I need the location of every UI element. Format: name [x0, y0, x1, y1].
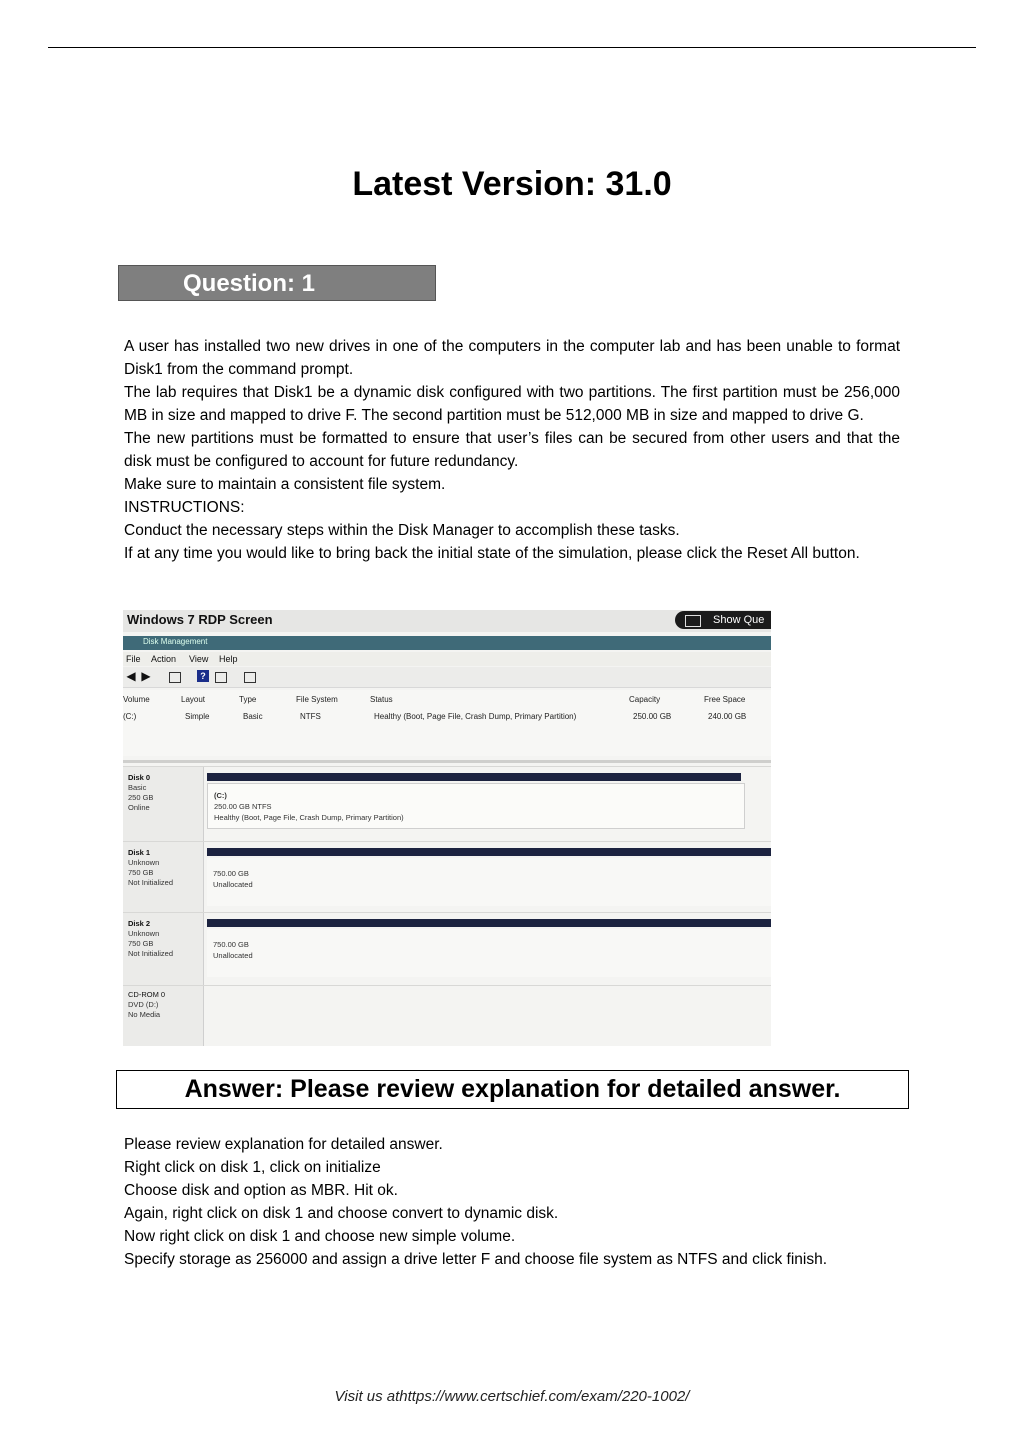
disk-management-screenshot: [123, 610, 771, 1046]
disk-label[interactable]: [123, 913, 204, 985]
back-arrow-icon[interactable]: ◀: [126, 669, 136, 683]
question-paragraph: The lab requires that Disk1 be a dynamic disk configured with two partitions. The first partition must be 256,000 MB in size and mapped to drive F. The second partition must be 512,000 MB in size and mapped to drive G.: [124, 384, 900, 424]
answer-banner: Answer: Please review explanation for detailed answer.: [116, 1070, 909, 1109]
volume-status: Unallocated: [213, 951, 253, 960]
volume-size: 750.00 GB: [213, 940, 249, 949]
volume-status: Unallocated: [213, 880, 253, 889]
disk-type: DVD (D:): [128, 1000, 159, 1009]
app-title-bar: [123, 636, 771, 650]
col-volume[interactable]: Volume: [123, 695, 150, 704]
question-list-icon: [685, 615, 701, 627]
answer-line: Please review explanation for detailed answer.: [124, 1136, 443, 1153]
pane-divider[interactable]: [123, 760, 771, 763]
answer-line: Again, right click on disk 1 and choose convert to dynamic disk.: [124, 1205, 559, 1222]
disk-type: Unknown: [128, 929, 160, 938]
disk-size: 750 GB: [128, 868, 154, 877]
answer-text: [124, 1133, 914, 1271]
version-title: Latest Version: 31.0: [352, 165, 672, 203]
menu-action[interactable]: Action: [151, 654, 177, 664]
col-status[interactable]: Status: [370, 695, 393, 704]
volume-letter: (C:): [214, 791, 227, 800]
volume-size: 750.00 GB: [213, 869, 249, 878]
question-paragraph: The new partitions must be formatted to ensure that user’s files can be secured from other users and that the disk must be configured to account for future redundancy.: [124, 430, 900, 470]
disk-name: Disk 1: [128, 848, 151, 857]
rdp-window-title: Windows 7 RDP Screen: [127, 612, 273, 627]
top-rule: [48, 47, 976, 48]
refresh-icon[interactable]: [244, 672, 256, 683]
volume-strip: [207, 773, 741, 781]
disk-size: 250 GB: [128, 793, 154, 802]
volume-size: 250.00 GB NTFS: [214, 802, 272, 811]
cell-type: Basic: [243, 712, 263, 721]
menu-view[interactable]: View: [189, 654, 209, 664]
disk-row[interactable]: [123, 766, 771, 841]
cell-file-system: NTFS: [300, 712, 321, 721]
toolbar: [123, 667, 771, 688]
help-icon[interactable]: ?: [197, 670, 209, 682]
disk-status: No Media: [128, 1010, 161, 1019]
answer-line: Now right click on disk 1 and choose new simple volume.: [124, 1228, 516, 1245]
question-paragraph: Make sure to maintain a consistent file system.: [124, 476, 446, 493]
show-question-label: Show Que: [713, 614, 765, 626]
disk-type: Basic: [128, 783, 147, 792]
question-paragraph: A user has installed two new drives in one of the computers in the computer lab and has been unable to format Disk1 from the command prompt.: [124, 338, 900, 378]
menu-help[interactable]: Help: [219, 654, 238, 664]
volume-list: [123, 690, 771, 756]
forward-arrow-icon[interactable]: ▶: [141, 669, 151, 683]
col-layout[interactable]: Layout: [181, 695, 206, 704]
disk-status: Not Initialized: [128, 878, 174, 887]
disk-name: CD-ROM 0: [128, 990, 166, 999]
cell-capacity: 250.00 GB: [633, 712, 672, 721]
disk-name: Disk 0: [128, 773, 151, 782]
volume-box[interactable]: [207, 783, 745, 829]
question-paragraph: INSTRUCTIONS:: [124, 499, 245, 516]
console-tree-icon[interactable]: [169, 672, 181, 683]
volume-strip: [207, 848, 771, 856]
question-paragraph: Conduct the necessary steps within the Disk Manager to accomplish these tasks.: [124, 522, 680, 539]
col-type[interactable]: Type: [239, 695, 257, 704]
disk-label[interactable]: [123, 986, 204, 1046]
menu-file[interactable]: File: [126, 654, 141, 664]
question-text: [124, 335, 900, 565]
disk-type: Unknown: [128, 858, 160, 867]
answer-line: Right click on disk 1, click on initialize: [124, 1159, 381, 1176]
col-capacity[interactable]: Capacity: [629, 695, 661, 704]
menu-bar: [123, 652, 771, 666]
volume-box[interactable]: [207, 858, 771, 906]
footer-link[interactable]: Visit us athttps://www.certschief.com/exam/220-1002/: [334, 1388, 690, 1405]
disk-size: 750 GB: [128, 939, 154, 948]
rdp-title-bar: [123, 610, 771, 632]
answer-line: Choose disk and option as MBR. Hit ok.: [124, 1182, 398, 1199]
disk-status: Online: [128, 803, 150, 812]
volume-strip: [207, 919, 771, 927]
col-file-system[interactable]: File System: [296, 695, 338, 704]
app-title: Disk Management: [143, 637, 208, 646]
disk-label[interactable]: [123, 767, 204, 841]
volume-status: Healthy (Boot, Page File, Crash Dump, Primary Partition): [214, 813, 404, 822]
question-label: Question: 1: [182, 270, 315, 297]
show-question-button[interactable]: [675, 611, 771, 629]
col-free-space[interactable]: Free Space: [704, 695, 746, 704]
answer-line: Specify storage as 256000 and assign a drive letter F and choose file system as NTFS and click finish.: [124, 1251, 828, 1268]
cdrom-row[interactable]: [123, 985, 771, 1046]
cell-layout: Simple: [185, 712, 210, 721]
disk-label[interactable]: [123, 842, 204, 912]
disk-name: Disk 2: [128, 919, 151, 928]
volume-box[interactable]: [207, 929, 771, 977]
properties-icon[interactable]: [215, 672, 227, 683]
question-banner: [118, 265, 436, 301]
cell-volume[interactable]: (C:): [123, 712, 137, 721]
disk-status: Not Initialized: [128, 949, 174, 958]
disk-row[interactable]: [123, 912, 771, 985]
cell-status: Healthy (Boot, Page File, Crash Dump, Primary Partition): [374, 712, 577, 721]
disk-row[interactable]: [123, 841, 771, 912]
cell-free-space: 240.00 GB: [708, 712, 747, 721]
question-paragraph: If at any time you would like to bring back the initial state of the simulation, please click the Reset All button.: [124, 545, 860, 562]
